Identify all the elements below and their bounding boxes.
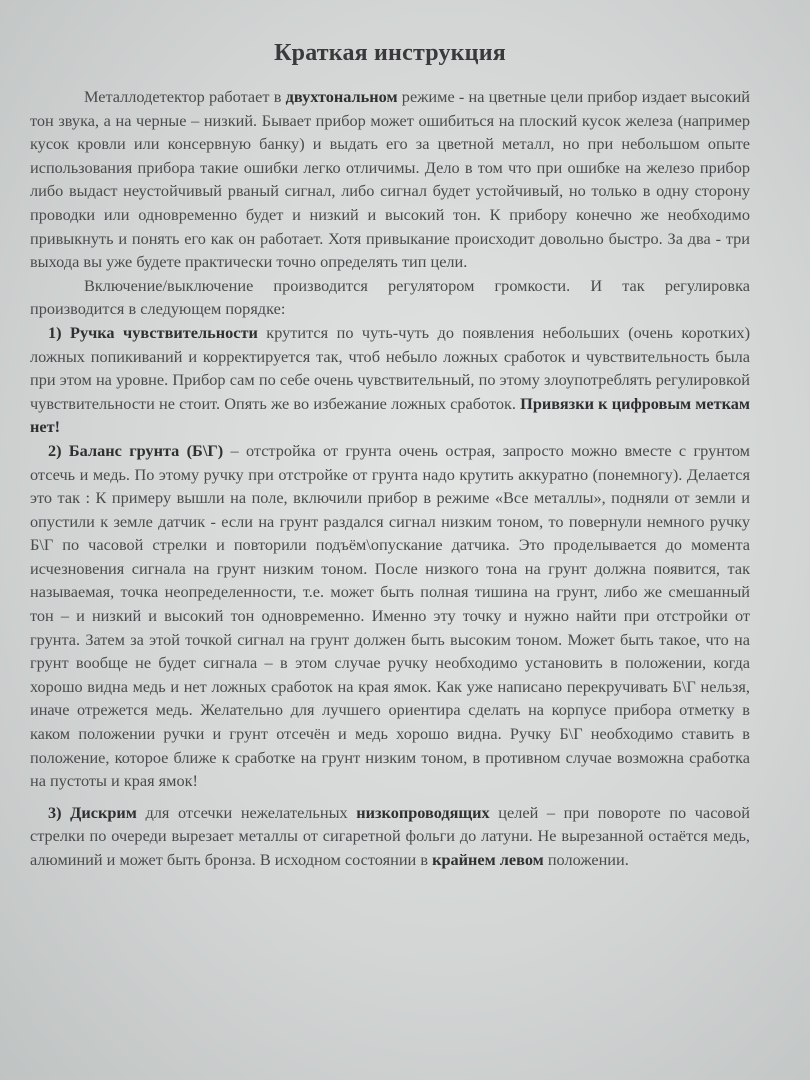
sensitivity-paragraph [30,321,750,439]
discrim-text-3: положении. [543,850,629,869]
discrim-bold-low-conductive: низкопроводящих [356,802,490,822]
discrim-text-2: целей – при повороте по часовой стрелки по очереди вырезает металлы от сигаретной фольги до латуни. Не вырезанной остаётся медь, алюминий и может быть бронза. В исходном состоянии в [30,802,750,869]
discrim-bold-leftmost: крайнем левом [432,850,544,869]
intro-text-2: режиме - на цветные цели прибор издает высокий тон звука, а на черные – низкий. Бывает прибор может ошибиться на плоский кусок железа (например кусок кровли или консервную банку) и выдать его за цветной металл, но при небольшом опыте использования прибора такие ошибки легко отличимы. Дело в том что при ошибке на железо прибор либо выдаст неустойчивый рваный сигнал, либо сигнал будет устойчивый, но только в одну сторону проводки или одновременно будет и низкий и высокий тон. К прибору конечно же необходимо привыкнуть и понять его как он работает. Хотя привыкание происходит довольно быстро. За два - три выхода вы уже будете практически точно определять тип цели. [30,87,750,272]
discrim-paragraph [30,801,750,872]
ground-balance-heading: 2) Баланс грунта (Б\Г) [48,440,224,460]
document-title: Краткая инструкция [274,40,506,66]
power-paragraph: Включение/выключение производится регулятором громкости. И так регулировка производится в следующем порядке: [30,275,750,319]
intro-bold-dual-tone: двухтональном [285,87,398,106]
sensitivity-note: Привязки к цифровым меткам нет! [30,393,750,437]
sensitivity-text: крутится по чуть-чуть до появления небольших (очень коротких) ложных попикиваний и корректируется так, чтоб небыло ложных сработок и чувствительность была при этом на уровне. Прибор сам по себе очень чувствительный, по этому злоупотреблять регулировкой чувствительности не стоит. Опять же во избежание ложных сработок. [30,322,750,413]
ground-balance-paragraph [30,439,750,793]
intro-text-1: Металлодетектор работает в [84,87,286,106]
sensitivity-heading: 1) Ручка чувствительности [48,322,258,342]
ground-balance-text: – отстройка от грунта очень острая, запросто можно вместе с грунтом отсечь и медь. По этому ручку при отстройке от грунта надо крутить аккуратно (понемногу). Делается это так : К примеру вышли на поле, включили прибор в режиме «Все металлы», подняли от земли и опустили к земле датчик - если на грунт раздался сигнал низким тоном, то повернули немного ручку Б\Г по часовой стрелки и повторили подъём\опускание датчика. Это проделывается до момента исчезновения сигнала на грунт низким тоном. После низкого тона на грунт должна появится, так называемая, точка неопределенности, т.е. может быть полная тишина на грунт, либо же смешанный тон – и низкий и высокий тон одновременно. Именно эту точку и нужно найти при отстройки от грунта. Затем за этой точкой сигнал на грунт должен быть высоким тоном. Может быть такое, что на грунт вообще не будет сигнала – в этом случае ручку необходимо установить в положении, когда хорошо видна медь и нет ложных сработок на края ямок. Как уже написано перекручивать Б\Г нельзя, иначе отрежется медь. Желательно для лучшего ориентира сделать на корпусе прибора отметку в каком положении ручки и грунт отсечён и медь хорошо видна. Ручку Б\Г необходимо ставить в положение, которое ближе к сработке на грунт низким тоном, в противном случае возможна сработка на пустоты и края ямок! [30,440,750,791]
discrim-heading: 3) Дискрим [48,802,137,822]
discrim-text-1: для отсечки нежелательных [136,802,357,822]
intro-paragraph [30,85,750,274]
